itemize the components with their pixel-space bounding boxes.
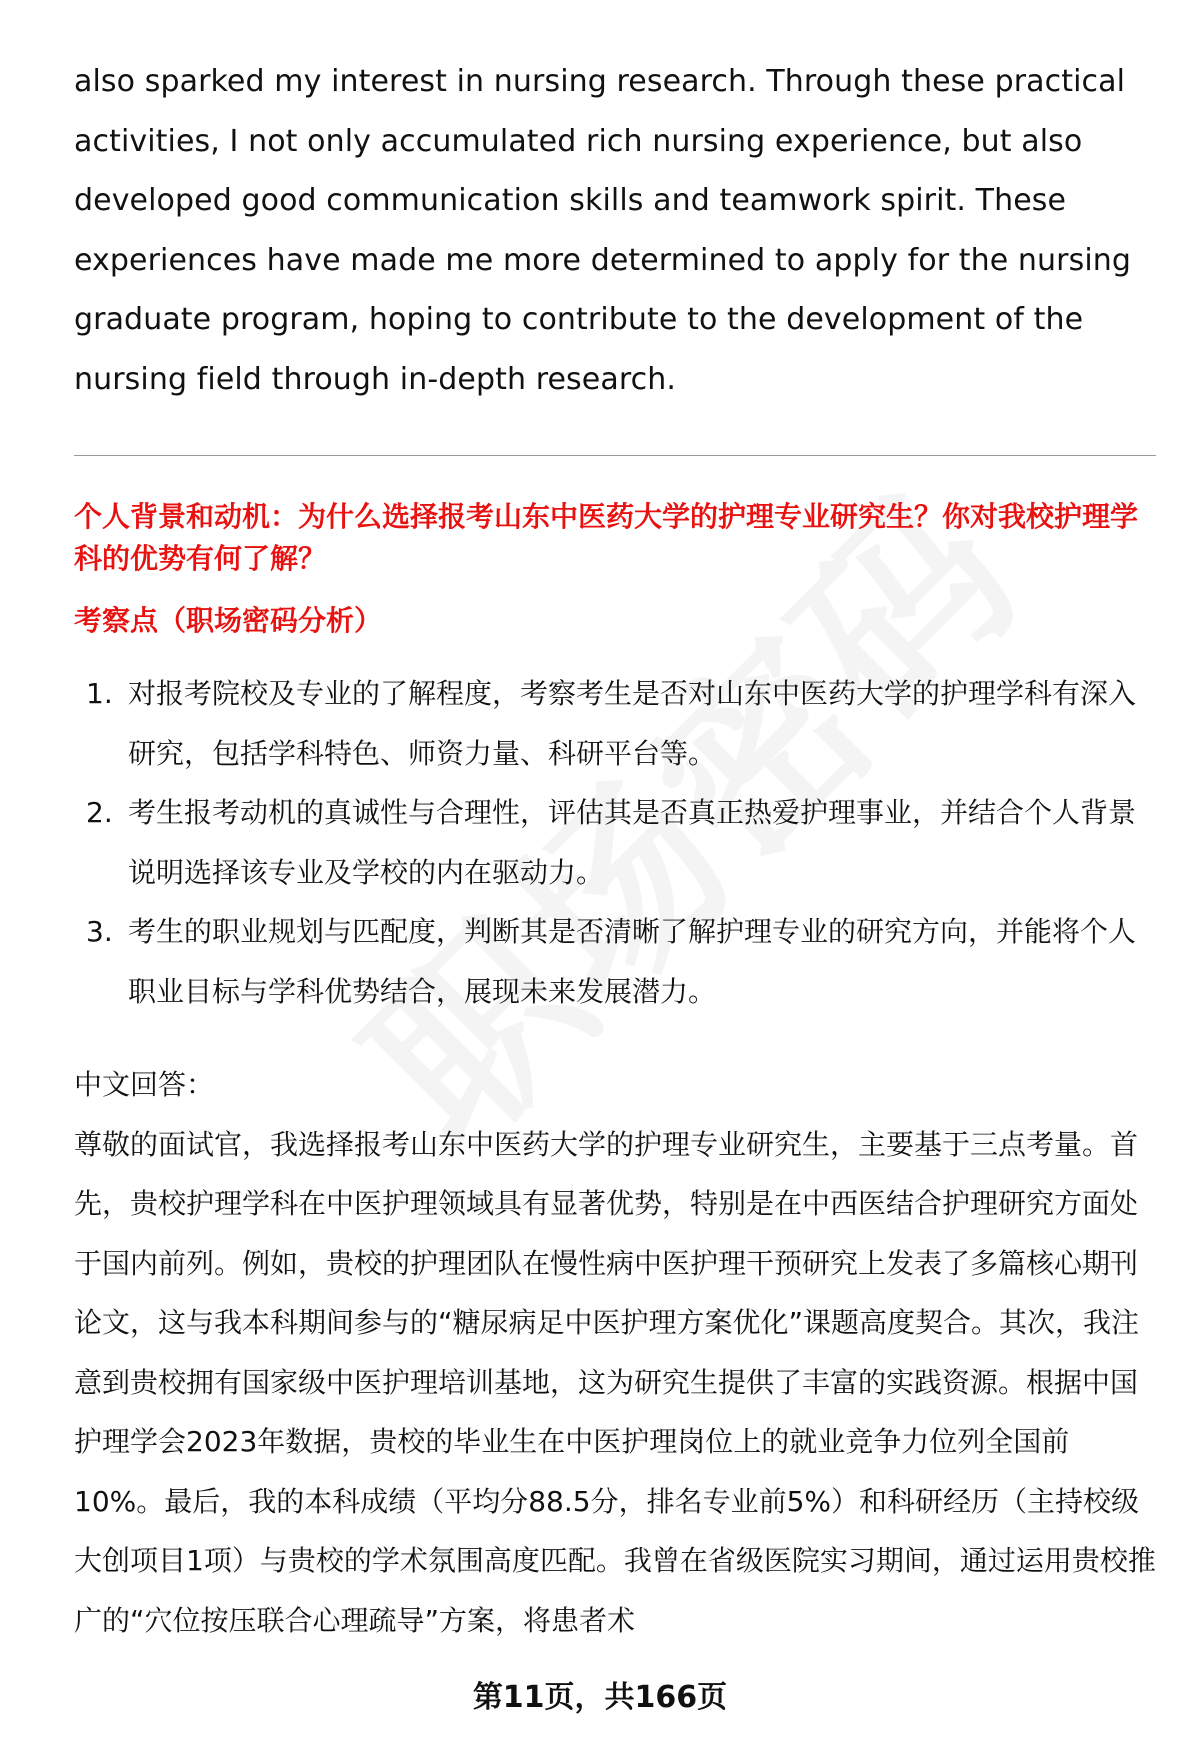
- page-number-footer: 第11页，共166页: [472, 1680, 728, 1715]
- list-item: [74, 783, 1156, 902]
- english-paragraph: also sparked my interest in nursing research. Through these practical activities, I not only accumulated rich nursing experience, but also developed good communication skills and teamwork spirit. These experiences have made me more determined to apply for the nursing graduate program, hoping to contribute to the development of the nursing field through in-depth research.: [74, 64, 1132, 397]
- chinese-answer-paragraph: 尊敬的面试官，我选择报考山东中医药大学的护理专业研究生，主要基于三点考量。首先，贵校护理学科在中医护理领域具有显著优势，特别是在中西医结合护理研究方面处于国内前列。例如，贵校的护理团队在慢性病中医护理干预研究上发表了多篇核心期刊论文，这与我本科期间参与的“糖尿病足中医护理方案优化”课题高度契合。其次，我注意到贵校拥有国家级中医护理培训基地，这为研究生提供了丰富的实践资源。根据中国护理学会2023年数据，贵校的毕业生在中医护理岗位上的就业竞争力位列全国前10%。最后，我的本科成绩（平均分88.5分，排名专业前5%）和科研经历（主持校级大创项目1项）与贵校的学术氛围高度匹配。我曾在省级医院实习期间，通过运用贵校推广的“穴位按压联合心理疏导”方案，将患者术: [74, 1127, 1156, 1637]
- assessment-points-list: [74, 664, 1156, 1021]
- question-heading: 个人背景和动机：为什么选择报考山东中医药大学的护理专业研究生？你对我校护理学科的优势有何了解？: [74, 500, 1139, 575]
- list-item-number: 1.: [86, 677, 113, 710]
- list-item: [74, 902, 1156, 1021]
- chinese-answer-label: 中文回答：: [74, 1068, 215, 1101]
- assessment-points-heading: 考察点（职场密码分析）: [74, 604, 383, 637]
- list-item-text: 考生报考动机的真诚性与合理性，评估其是否真正热爱护理事业，并结合个人背景说明选择该专业及学校的内在驱动力。: [128, 796, 1137, 889]
- list-item-number: 3.: [86, 915, 113, 948]
- document-page: [74, 52, 1156, 1650]
- list-item-number: 2.: [86, 796, 113, 829]
- section-divider: [74, 455, 1156, 456]
- list-item-text: 对报考院校及专业的了解程度，考察考生是否对山东中医药大学的护理学科有深入研究，包括学科特色、师资力量、科研平台等。: [128, 677, 1137, 770]
- list-item: [74, 664, 1156, 783]
- list-item-text: 考生的职业规划与匹配度，判断其是否清晰了解护理专业的研究方向，并能将个人职业目标与学科优势结合，展现未来发展潜力。: [128, 915, 1137, 1008]
